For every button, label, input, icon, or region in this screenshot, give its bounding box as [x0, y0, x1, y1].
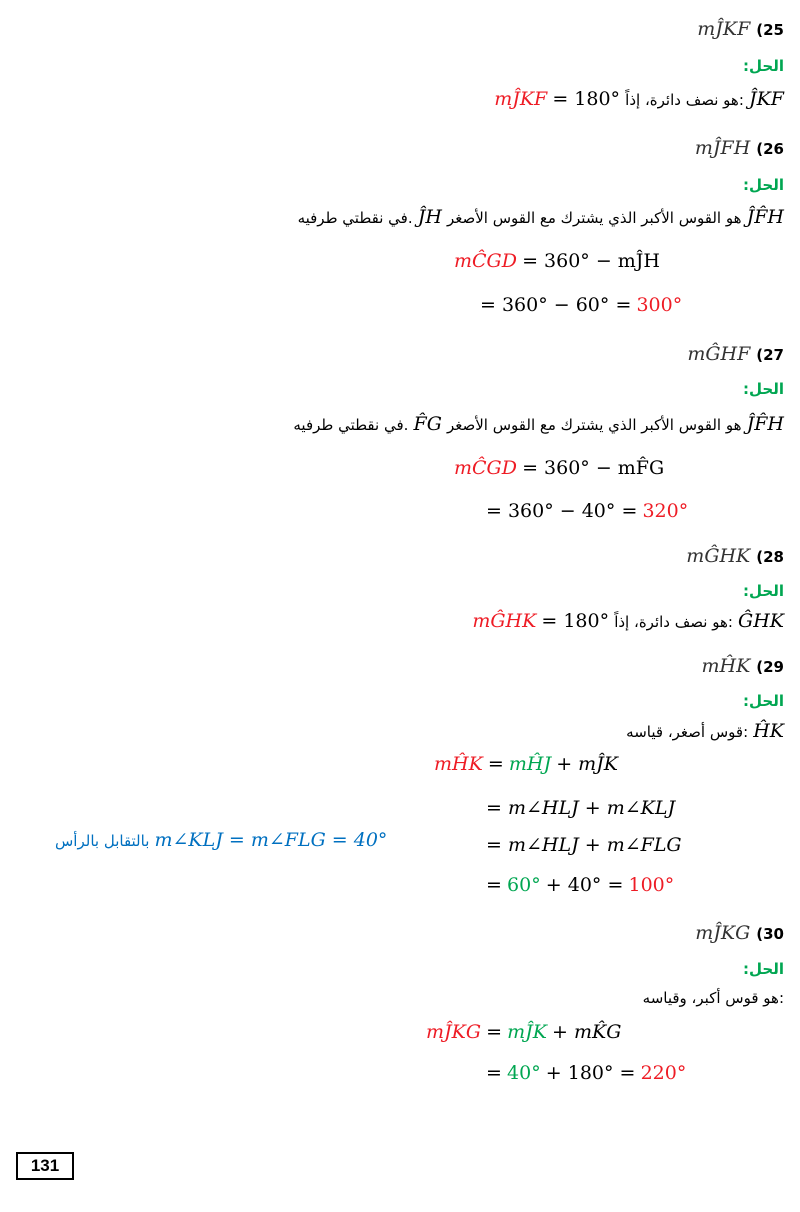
page-number: 131: [16, 1152, 74, 1180]
line2-eq: =: [486, 1062, 502, 1084]
statement-text: هو نصف دائرة، إذاً:: [625, 91, 744, 109]
line1-rhs: = 360° − mĴH: [522, 250, 660, 272]
line1-rhs: = 360° − mF̂G: [522, 457, 665, 479]
line1-b: + mK̂G: [552, 1021, 622, 1043]
solution-label-25: الحل:: [743, 57, 784, 75]
line1-lhs: mĈGD: [454, 250, 517, 272]
line1-lhs: mĈGD: [454, 457, 517, 479]
problem-27-header: mĜHF (27: [687, 343, 784, 365]
problem-29-line2: [486, 797, 675, 819]
answer: 100°: [628, 874, 675, 896]
arc-label: ĴKF: [749, 88, 784, 110]
problem-26-statement: [298, 206, 784, 228]
problem-29-note: [55, 829, 387, 851]
problem-29-line3: [486, 834, 682, 856]
eq-rhs: = 180°: [552, 88, 621, 110]
solution-label-27: الحل:: [743, 380, 784, 398]
line1-b: + mĴK: [556, 753, 618, 775]
problem-30-line1: [426, 1021, 621, 1043]
problem-25-header: mĴKF (25: [697, 18, 784, 40]
solution-label-30: الحل:: [743, 960, 784, 978]
line1-lhs: mĤK: [434, 753, 483, 775]
line2-eq: = 360° − 40° =: [486, 500, 638, 522]
solution-label-26: الحل:: [743, 176, 784, 194]
solution-label-28: الحل:: [743, 582, 784, 600]
statement-end: في نقطتي طرفيه.: [297, 209, 413, 227]
problem-29-line1: [434, 753, 618, 775]
problem-25-statement: [494, 88, 784, 110]
problem-26-line1: [454, 250, 660, 272]
arc-label: ĴF̂H: [746, 206, 784, 228]
eq-lhs: mĜHK: [472, 610, 537, 632]
eq-lhs: mĴKF: [494, 88, 548, 110]
line1-lhs: mĴKG: [426, 1021, 482, 1043]
line2-a: 40°: [507, 1062, 541, 1084]
problem-26-line2: [480, 294, 682, 316]
statement-text: هو القوس الأكبر الذي يشترك مع القوس الأصغر: [446, 416, 742, 434]
line1-a: mĤJ: [508, 753, 552, 775]
line4-b: + 40° =: [545, 874, 624, 896]
statement-end: في نقطتي طرفيه.: [293, 416, 409, 434]
line1-eq: =: [486, 1021, 503, 1043]
statement-text: قوس أصغر، قياسه:: [626, 723, 749, 741]
problem-29-line4: [486, 874, 674, 896]
answer: 320°: [642, 500, 689, 522]
statement-text: هو نصف دائرة، إذاً:: [614, 613, 733, 631]
line3: = m∠HLJ + m∠FLG: [486, 834, 682, 856]
arc-label: ĴF̂H: [746, 413, 784, 435]
statement-text: هو القوس الأكبر الذي يشترك مع القوس الأصغر: [446, 209, 742, 227]
problem-30-header: mĴKG (30: [695, 922, 784, 944]
problem-30-statement: [643, 988, 784, 1007]
problem-27-line1: [454, 457, 664, 479]
eq-rhs: = 180°: [541, 610, 610, 632]
minor-arc: ĴH: [417, 206, 442, 228]
problem-27-line2: [486, 500, 688, 522]
line2: = m∠HLJ + m∠KLJ: [486, 797, 676, 819]
arc-label: ĜHK: [738, 610, 784, 632]
solution-label-29: الحل:: [743, 692, 784, 710]
problem-29-statement: [626, 720, 784, 742]
answer: 300°: [636, 294, 683, 316]
line1-a: mĴK: [507, 1021, 547, 1043]
statement-text: هو قوس أكبر، وقياسه:: [642, 989, 784, 1007]
problem-28-header: mĜHK (28: [686, 545, 784, 567]
answer: 220°: [640, 1062, 687, 1084]
line4-a: 60°: [507, 874, 541, 896]
problem-28-statement: [472, 610, 784, 632]
problem-29-header: mĤK (29: [701, 655, 784, 677]
problem-26-header: mĴFH (26: [694, 137, 784, 159]
line2-b: + 180° =: [545, 1062, 636, 1084]
problem-30-line2: [486, 1062, 686, 1084]
note-text: بالتقابل بالرأس: [55, 832, 150, 850]
line2-eq: = 360° − 60° =: [480, 294, 632, 316]
line4-eq: =: [486, 874, 502, 896]
problem-27-statement: [293, 413, 784, 435]
note-eq: m∠KLJ = m∠FLG = 40°: [154, 829, 388, 851]
line1-eq: =: [487, 753, 504, 775]
arc-label: ĤK: [753, 720, 784, 742]
minor-arc: F̂G: [413, 413, 442, 435]
